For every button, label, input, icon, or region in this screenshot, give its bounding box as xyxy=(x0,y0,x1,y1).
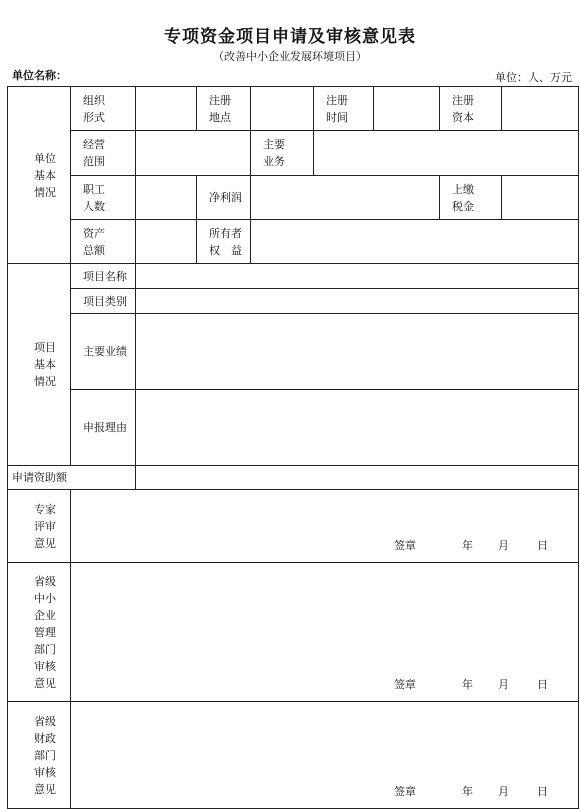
achievements-label: 主要业绩 xyxy=(71,314,136,390)
employees-value[interactable] xyxy=(136,176,197,220)
total-assets-label: 资产 总额 xyxy=(71,220,136,264)
year-label: 年 xyxy=(462,539,473,552)
project-name-label: 项目名称 xyxy=(71,264,136,289)
sme-dept-review-area[interactable] xyxy=(71,563,579,702)
net-profit-value[interactable] xyxy=(251,176,440,220)
reg-capital-value[interactable] xyxy=(502,87,579,131)
day-label: 日 xyxy=(537,785,548,798)
sign-label: 签章 xyxy=(394,785,416,798)
funding-label: 申请资助额 xyxy=(8,466,136,490)
org-form-label: 组织 形式 xyxy=(71,87,136,131)
funding-value[interactable] xyxy=(136,466,579,490)
finance-dept-review-area[interactable] xyxy=(71,702,579,809)
unit-basic-section-label: 单位 基本 情况 xyxy=(8,87,71,264)
business-scope-label: 经营 范围 xyxy=(71,131,136,176)
day-label: 日 xyxy=(537,678,548,691)
month-label: 月 xyxy=(498,785,509,798)
achievements-value[interactable] xyxy=(136,314,579,390)
year-label: 年 xyxy=(462,785,473,798)
tax-paid-value[interactable] xyxy=(502,176,579,220)
sme-dept-review-label: 省级 中小 企业 管理 部门 审核 意见 xyxy=(8,563,71,702)
project-category-value[interactable] xyxy=(136,289,579,314)
reg-place-label: 注册 地点 xyxy=(197,87,251,131)
sign-label: 签章 xyxy=(394,678,416,691)
expert-review-label: 专家 评审 意见 xyxy=(8,490,71,563)
month-label: 月 xyxy=(498,678,509,691)
sign-label: 签章 xyxy=(394,539,416,552)
project-basic-section-label: 项目 基本 情况 xyxy=(8,264,71,466)
reg-capital-label: 注册 资本 xyxy=(440,87,502,131)
reason-label: 申报理由 xyxy=(71,390,136,466)
day-label: 日 xyxy=(537,539,548,552)
main-business-value[interactable] xyxy=(314,131,579,176)
form-title: 专项资金项目申请及审核意见表 xyxy=(164,27,416,47)
total-assets-value[interactable] xyxy=(136,220,197,264)
year-label: 年 xyxy=(462,678,473,691)
business-scope-value[interactable] xyxy=(136,131,251,176)
unit-label: 单位：人、万元 xyxy=(495,71,572,84)
expert-review-area[interactable] xyxy=(71,490,579,563)
main-business-label: 主要 业务 xyxy=(251,131,314,176)
tax-paid-label: 上缴 税金 xyxy=(440,176,502,220)
form-subtitle: （改善中小企业发展环境项目） xyxy=(213,50,367,63)
owner-equity-value[interactable] xyxy=(251,220,579,264)
month-label: 月 xyxy=(498,539,509,552)
owner-equity-label: 所有者 权 益 xyxy=(197,220,251,264)
reg-time-label: 注册 时间 xyxy=(314,87,374,131)
net-profit-label: 净利润 xyxy=(197,176,251,220)
reason-value[interactable] xyxy=(136,390,579,466)
reg-time-value[interactable] xyxy=(374,87,440,131)
project-category-label: 项目类别 xyxy=(71,289,136,314)
finance-dept-review-label: 省级 财政 部门 审核 意见 xyxy=(8,702,71,809)
unit-name-label: 单位名称： xyxy=(12,69,67,82)
application-form-table xyxy=(7,86,579,809)
reg-place-value[interactable] xyxy=(251,87,314,131)
project-name-value[interactable] xyxy=(136,264,579,289)
org-form-value[interactable] xyxy=(136,87,197,131)
employees-label: 职工 人数 xyxy=(71,176,136,220)
